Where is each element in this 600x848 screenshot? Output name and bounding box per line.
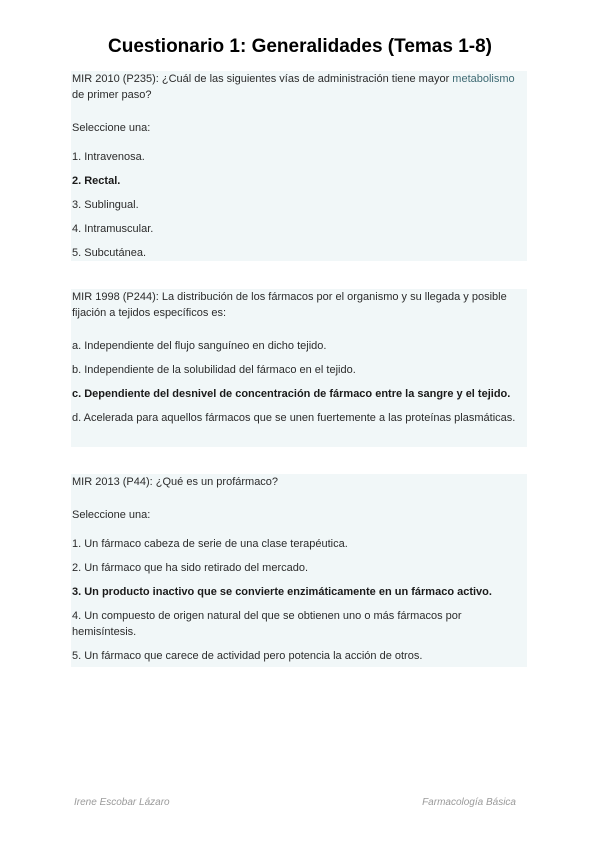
footer-subject: Farmacología Básica [422,797,516,808]
answer-option-correct[interactable]: 3. Un producto inactivo que se convierte enzimáticamente en un fármaco activo. [72,586,492,598]
footer-author: Irene Escobar Lázaro [74,797,170,808]
answer-option[interactable]: 1. Un fármaco cabeza de serie de una clase terapéutica. [72,538,348,550]
answer-option-correct[interactable]: c. Dependiente del desnivel de concentración de fármaco entre la sangre y el tejido. [72,388,511,400]
answer-option[interactable]: 4. Un compuesto de origen natural del que se obtienen uno o más fármacos por hemisíntesis. [72,610,462,638]
question-stem: MIR 1998 (P244): La distribución de los fármacos por el organismo y su llegada y posible fijación a tejidos específicos es: [72,291,507,319]
answer-option[interactable]: 3. Sublingual. [72,199,139,211]
answer-option[interactable]: 5. Un fármaco que carece de actividad pero potencia la acción de otros. [72,650,423,662]
answer-option[interactable]: 2. Un fármaco que ha sido retirado del mercado. [72,562,309,574]
answer-option[interactable]: b. Independiente de la solubilidad del fármaco en el tejido. [72,364,356,376]
answer-option[interactable]: d. Acelerada para aquellos fármacos que se unen fuertemente a las proteínas plasmáticas. [72,412,516,424]
stem-text: MIR 2010 (P235): ¿Cuál de las siguientes vías de administración tiene mayor [72,73,453,85]
question-block-3 [71,474,527,667]
answer-option-correct[interactable]: 2. Rectal. [72,175,121,187]
answer-option[interactable]: 5. Subcutánea. [72,247,147,259]
select-prompt: Seleccione una: [72,509,151,521]
page-title: Cuestionario 1: Generalidades (Temas 1-8) [108,36,492,57]
glossary-link[interactable]: metabolismo [452,73,515,85]
answer-option[interactable]: 1. Intravenosa. [72,151,145,163]
question-block-2 [71,289,527,447]
question-stem [71,71,527,103]
answer-option[interactable]: a. Independiente del flujo sanguíneo en dicho tejido. [72,340,327,352]
stem-text: de primer paso? [72,89,152,101]
question-stem: MIR 2013 (P44): ¿Qué es un profármaco? [72,476,279,488]
answer-option[interactable]: 4. Intramuscular. [72,223,154,235]
select-prompt: Seleccione una: [72,122,151,134]
question-block-1 [71,71,527,261]
